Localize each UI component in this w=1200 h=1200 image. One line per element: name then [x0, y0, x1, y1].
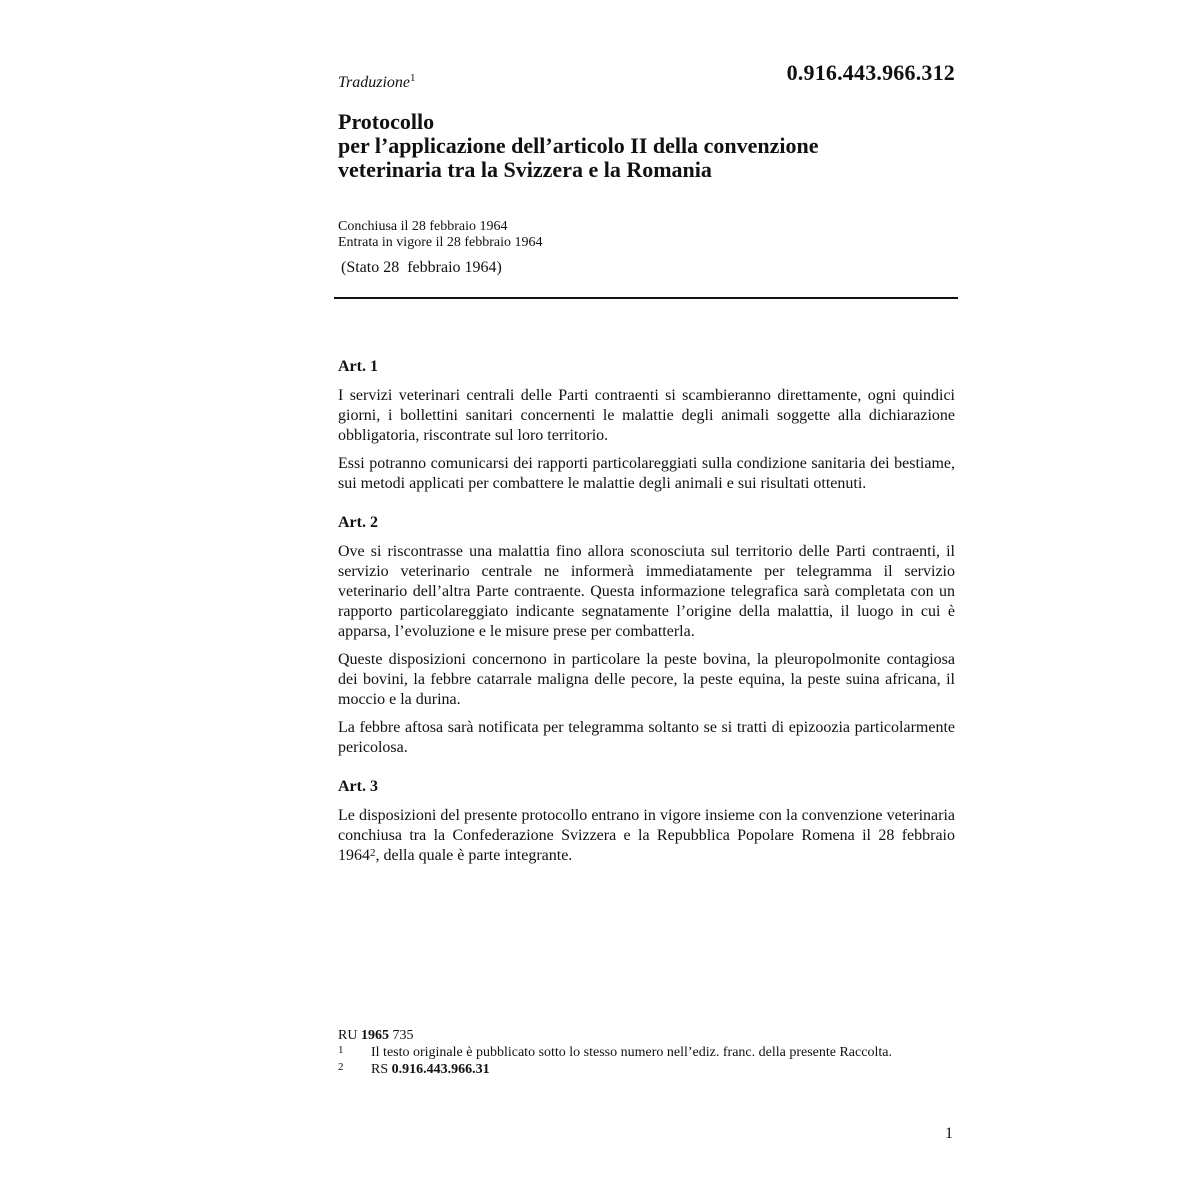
footnote-2	[338, 1061, 958, 1078]
footnote-number: 2	[338, 1061, 344, 1073]
article-paragraph: Le disposizioni del presente protocollo entrano in vigore insieme con la convenzione veterinaria conchiusa tra la Confederazione Svizzera e la Repubblica Popolare Romena il 28 febbraio 1964$^2$, della quale è parte integrante.	[338, 807, 955, 864]
footnote-ref-2: 2	[370, 847, 376, 859]
header-divider	[334, 297, 958, 299]
footnote-ref-1: 1	[410, 72, 416, 84]
page-number: 1	[945, 1125, 953, 1142]
article-paragraph: Queste disposizioni concernono in particolare la peste bovina, la pleuropolmonite contagiosa dei bovini, la febbre catarrale maligna delle pecore, la peste equina, la peste suina africana, il moccio e la durina.	[338, 651, 955, 708]
title-line-1: Protocollo	[338, 109, 435, 134]
ru-reference: RU 1965 735	[338, 1028, 414, 1043]
title-line-3: veterinaria tra la Svizzera e la Romania	[338, 157, 712, 182]
document-dates	[338, 219, 543, 251]
article-heading: Art. 2	[338, 514, 378, 531]
article-2	[338, 513, 955, 758]
in-force-date: Entrata in vigore il 28 febbraio 1964	[338, 235, 543, 250]
article-paragraph: Essi potranno comunicarsi dei rapporti particolareggiati sulla condizione sanitaria dei bestiame, sui metodi applicati per combattere le malattie degli animali e sui risultati ottenuti.	[338, 455, 955, 492]
footnotes	[338, 1027, 958, 1078]
article-heading: Art. 3	[338, 778, 378, 795]
document-body	[338, 357, 955, 885]
footnote-number: 1	[338, 1044, 344, 1056]
translation-label: Traduzione$^1$	[338, 72, 416, 91]
article-paragraph: La febbre aftosa sarà notificata per telegramma soltanto se si tratti di epizoozia particolarmente pericolosa.	[338, 719, 955, 756]
article-1	[338, 357, 955, 494]
article-heading: Art. 1	[338, 358, 378, 375]
sr-number: 0.916.443.966.312	[786, 60, 955, 85]
footnote-text: RS 0.916.443.966.31	[371, 1062, 490, 1077]
concluded-date: Conchiusa il 28 febbraio 1964	[338, 219, 508, 234]
article-paragraph: Ove si riscontrasse una malattia fino allora sconosciuta sul territorio delle Parti contraenti, il servizio veterinario centrale ne informerà immediatamente per telegramma il servizio veterinario dell’altra Parte contraente. Questa informazione telegrafica sarà completata con un rapporto particolareggiato indicante segnatamente l’origine della malattia, il luogo in cui è apparsa, l’evoluzione e le misure prese per combatterla.	[338, 543, 955, 640]
status-date: (Stato 28 febbraio 1964)	[341, 259, 502, 276]
article-paragraph: I servizi veterinari centrali delle Parti contraenti si scambieranno direttamente, ogni quindici giorni, i bollettini sanitari concernenti le malattie degli animali soggette alla dichiarazione obbligatoria, riscontrate sul loro territorio.	[338, 387, 955, 444]
footnote-text: Il testo originale è pubblicato sotto lo stesso numero nell’ediz. franc. della presente Raccolta.	[371, 1045, 892, 1060]
article-3	[338, 777, 955, 866]
title-line-2: per l’applicazione dell’articolo II della convenzione	[338, 133, 819, 158]
footnote-1	[338, 1044, 958, 1061]
document-title	[338, 110, 958, 182]
